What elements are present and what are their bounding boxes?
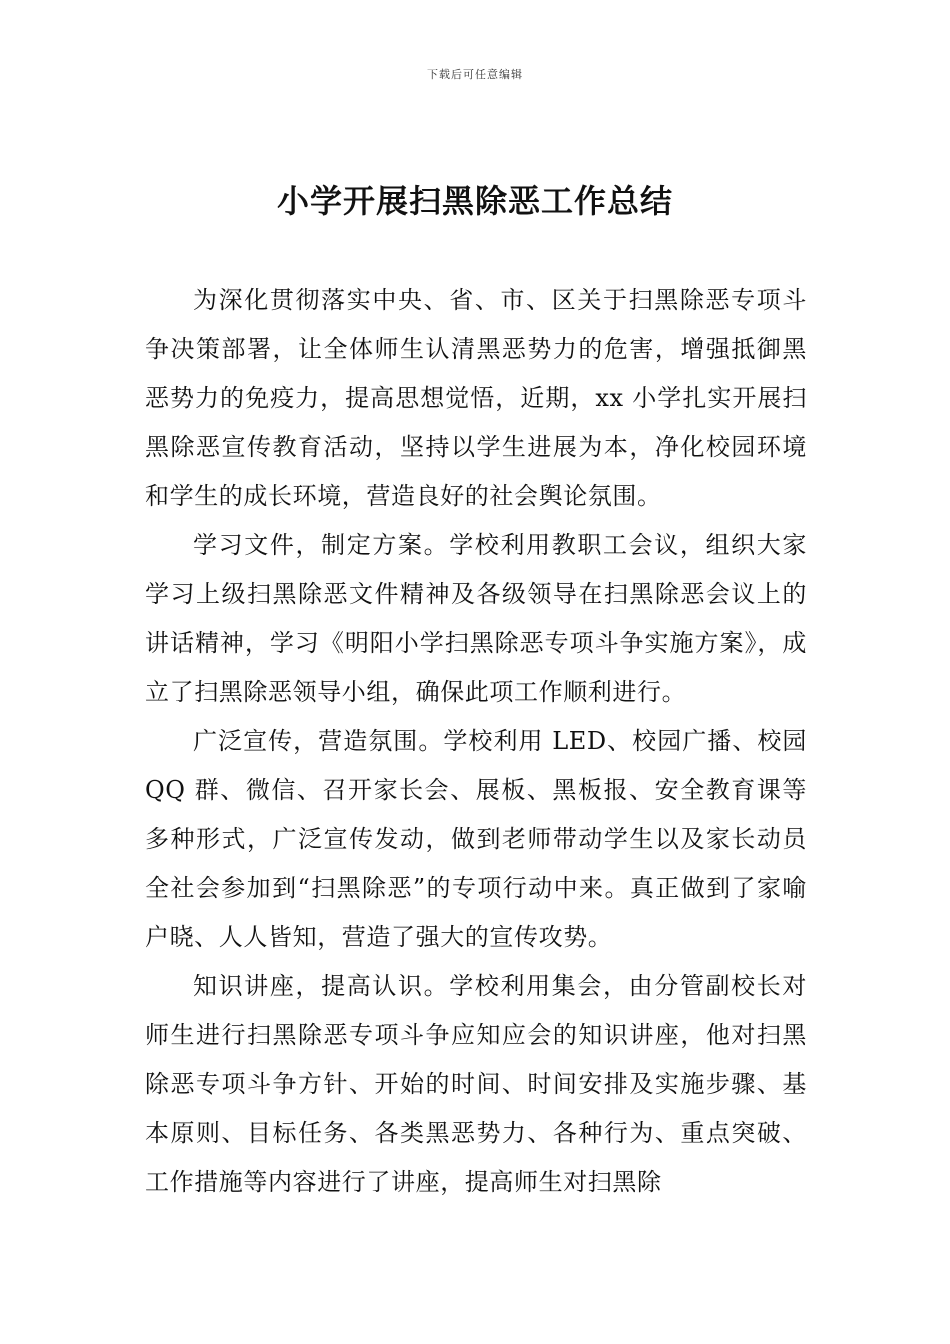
paragraph-study-documents: 学习文件，制定方案。学校利用教职工会议，组织大家学习上级扫黑除恶文件精神及各级领导在扫黑除恶会议上的讲话精神，学习《明阳小学扫黑除恶专项斗争实施方案》，成立了扫黑除恶领导小组，确保此项工作顺利进行。 <box>145 531 807 706</box>
paragraph-lectures: 知识讲座，提高认识。学校利用集会，由分管副校长对师生进行扫黑除恶专项斗争应知应会的知识讲座，他对扫黑除恶专项斗争方针、开始的时间、时间安排及实施步骤、基本原则、目标任务、各类黑恶势力、各种行为、重点突破、工作措施等内容进行了讲座，提高师生对扫黑除 <box>145 972 807 1196</box>
document-title: 小学开展扫黑除恶工作总结 <box>276 182 673 220</box>
header-note: 下载后可任意编辑 <box>427 68 523 81</box>
document-body <box>145 276 807 1207</box>
paragraph-publicity: 广泛宣传，营造氛围。学校利用 LED、校园广播、校园 QQ 群、微信、召开家长会、展板、黑板报、安全教育课等多种形式，广泛宣传发动，做到老师带动学生以及家长动员全社会参加到“扫黑除恶”的专项行动中来。真正做到了家喻户晓、人人皆知，营造了强大的宣传攻势。 <box>145 727 807 951</box>
paragraph-intro: 为深化贯彻落实中央、省、市、区关于扫黑除恶专项斗争决策部署，让全体师生认清黑恶势力的危害，增强抵御黑恶势力的免疫力，提高思想觉悟，近期，xx 小学扎实开展扫黑除恶宣传教育活动，坚持以学生进展为本，净化校园环境和学生的成长环境，营造良好的社会舆论氛围。 <box>145 286 807 510</box>
